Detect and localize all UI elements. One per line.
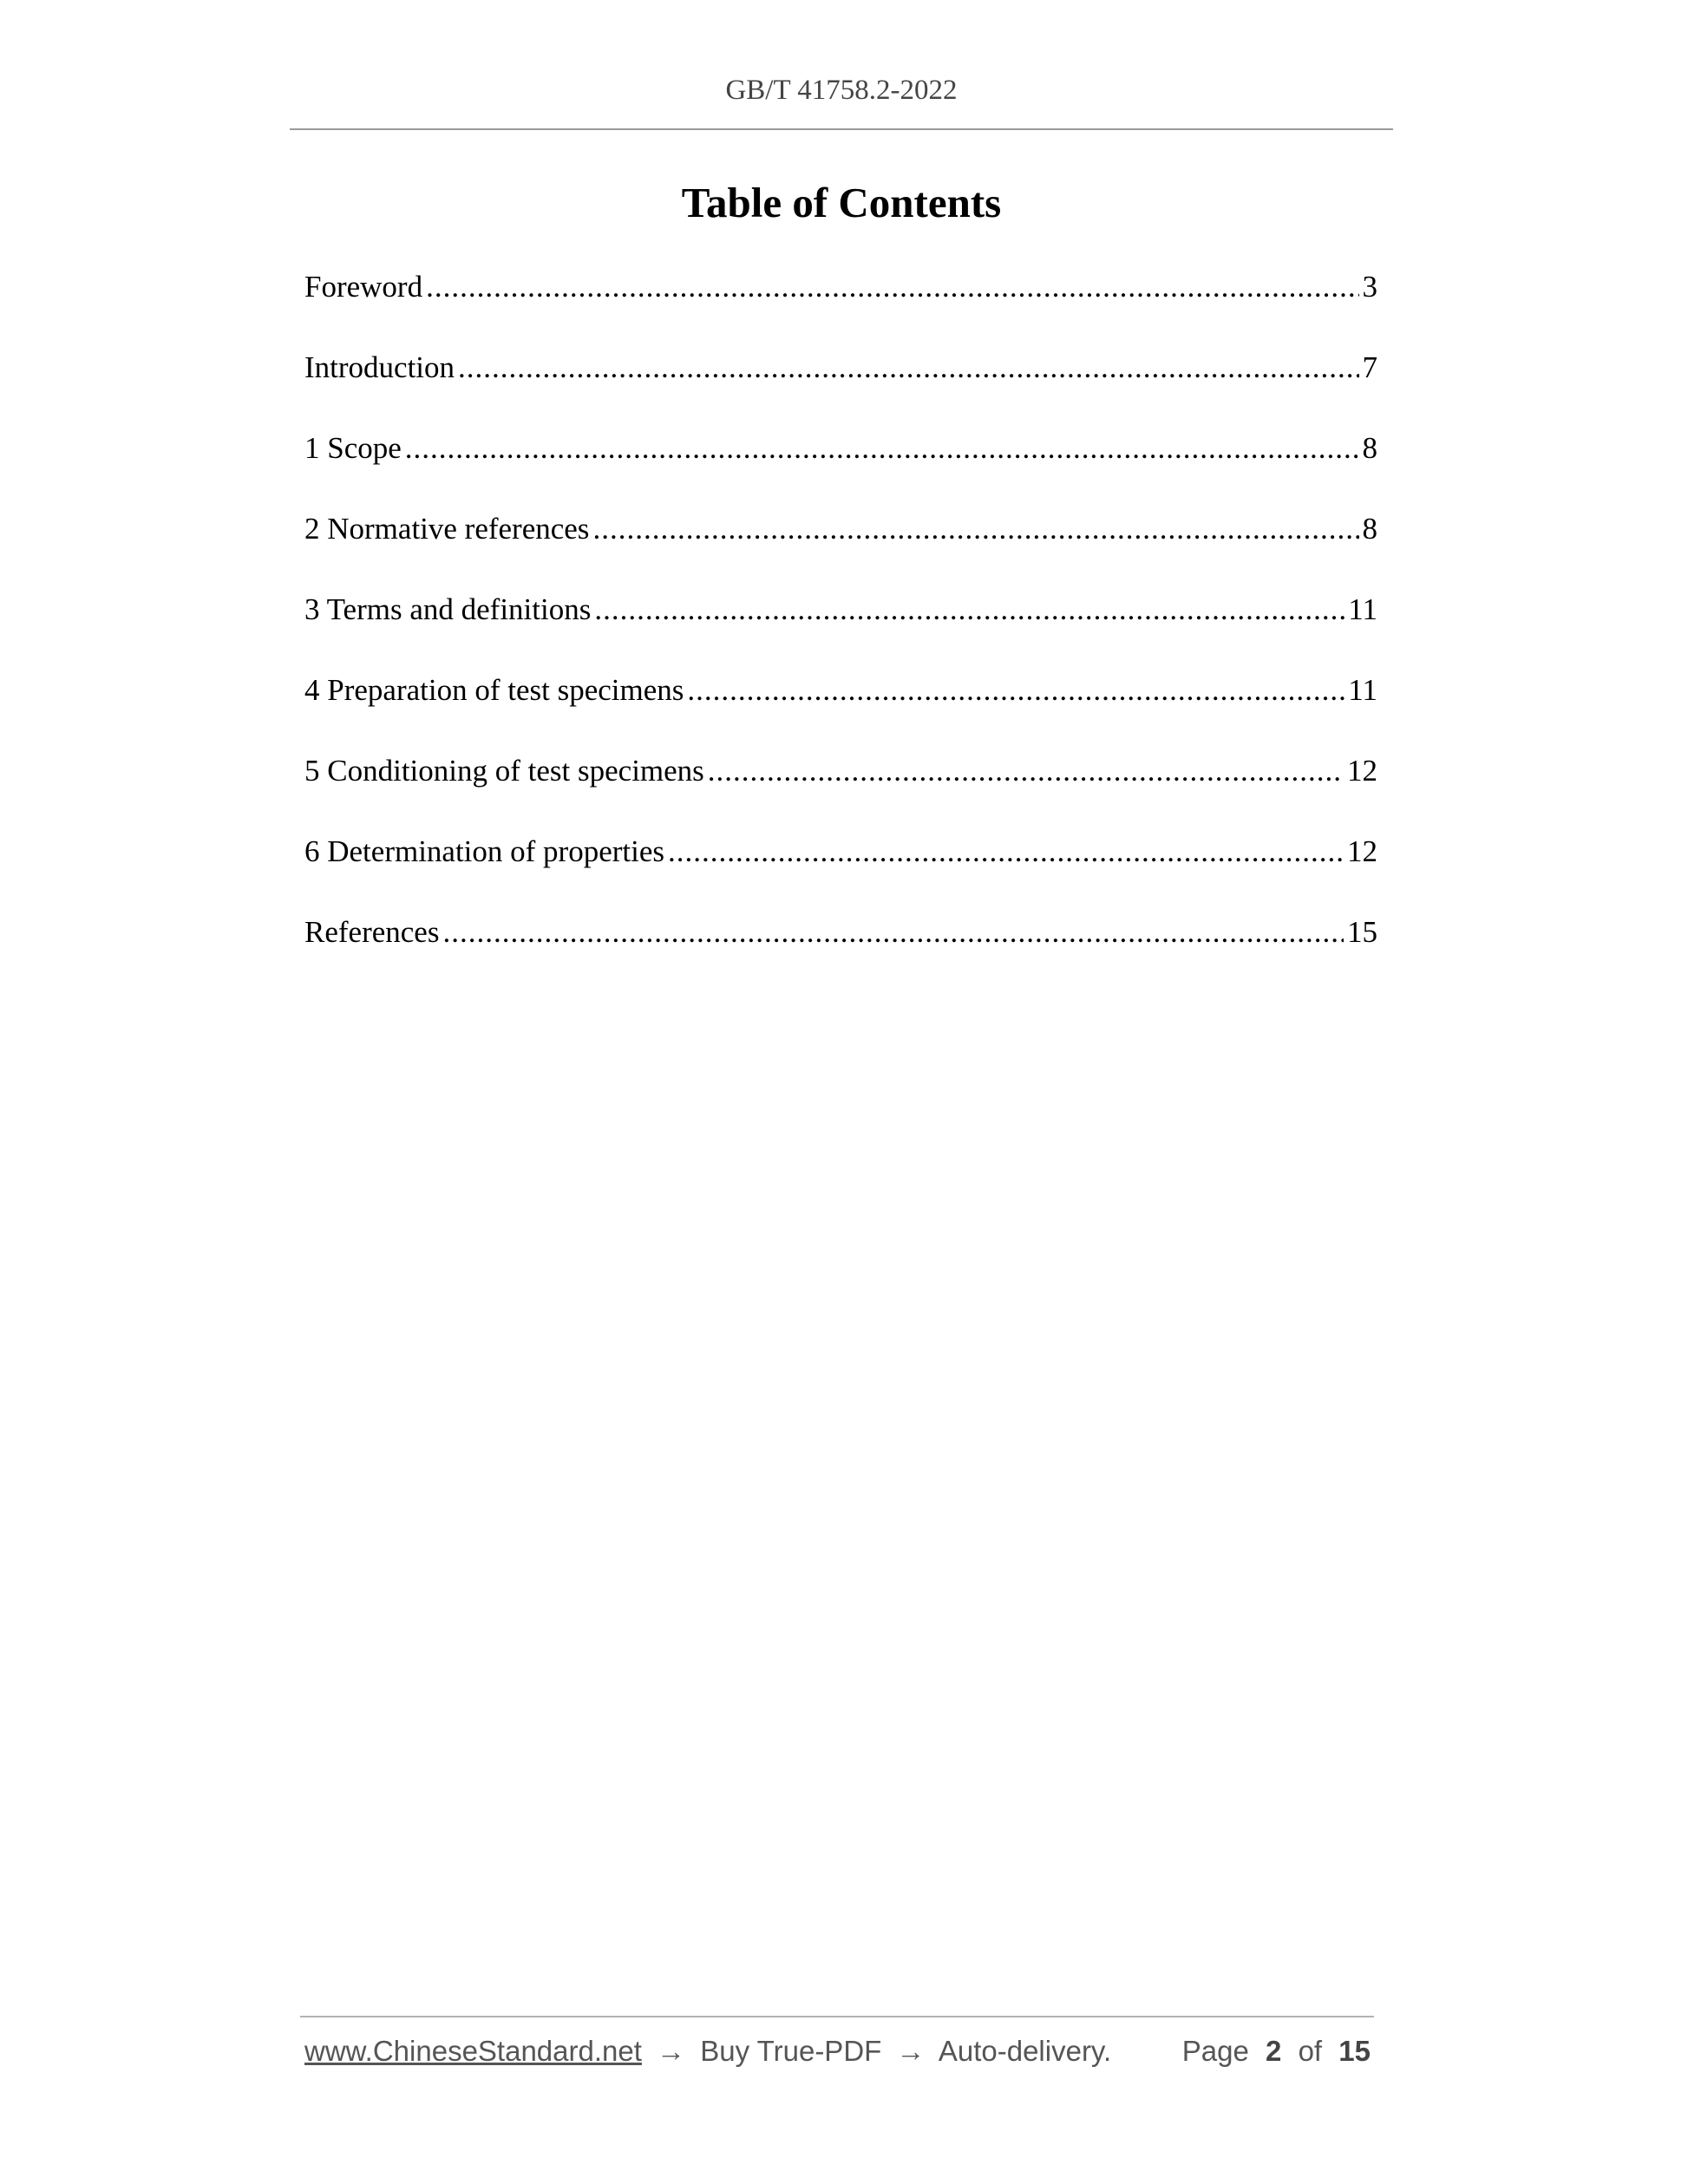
toc-entry-preparation[interactable]: [304, 664, 1377, 744]
toc-leader-dots: [594, 583, 1345, 637]
toc-entry-page: 11: [1348, 592, 1377, 626]
toc-entry-label: 3 Terms and definitions: [304, 592, 592, 626]
toc-entry-label: 2 Normative references: [304, 512, 590, 546]
toc-leader-dots: [458, 341, 1358, 395]
footer-promo: [304, 2035, 1111, 2068]
toc-entry-page: 3: [1362, 270, 1377, 304]
toc-leader-dots: [592, 502, 1358, 556]
toc-entry-label: References: [304, 915, 440, 949]
of-label: of: [1298, 2035, 1323, 2067]
page-footer: [304, 2035, 1371, 2068]
arrow-right-icon: →: [896, 2035, 926, 2067]
toc-title: Table of Contents: [681, 179, 1002, 226]
toc-leader-dots: [687, 664, 1345, 717]
footer-divider: [300, 2016, 1374, 2017]
toc-entry-page: 12: [1347, 754, 1377, 788]
toc-entry-foreword[interactable]: [304, 260, 1377, 341]
toc-entry-page: 8: [1362, 431, 1377, 465]
toc-entry-introduction[interactable]: [304, 341, 1377, 422]
page-indicator: [1182, 2035, 1371, 2068]
toc-entry-conditioning[interactable]: [304, 744, 1377, 825]
toc-entry-label: 6 Determination of properties: [304, 834, 665, 868]
toc-leader-dots: [668, 825, 1344, 879]
toc-entry-page: 15: [1347, 915, 1377, 949]
toc-entry-page: 11: [1348, 673, 1377, 707]
header-divider: [290, 128, 1393, 130]
toc-leader-dots: [405, 422, 1359, 475]
toc-entry-determination[interactable]: [304, 825, 1377, 906]
toc-entry-label: Foreword: [304, 270, 423, 304]
document-header-code: GB/T 41758.2-2022: [725, 75, 958, 106]
total-pages-number: 15: [1338, 2035, 1371, 2067]
toc-entry-normative-references[interactable]: [304, 502, 1377, 583]
toc-entry-scope[interactable]: [304, 422, 1377, 502]
toc-leader-dots: [442, 906, 1344, 959]
toc-entry-label: 5 Conditioning of test specimens: [304, 754, 704, 788]
toc-entry-page: 7: [1362, 350, 1377, 384]
toc-leader-dots: [426, 260, 1358, 314]
auto-delivery-text: Auto-delivery.: [938, 2035, 1112, 2067]
buy-pdf-text: Buy True-PDF: [700, 2035, 882, 2067]
toc-entry-page: 12: [1347, 834, 1377, 868]
toc-entry-references[interactable]: [304, 906, 1377, 986]
toc-entry-page: 8: [1362, 512, 1377, 546]
site-link[interactable]: www.ChineseStandard.net: [304, 2035, 642, 2067]
arrow-right-icon: →: [657, 2035, 686, 2067]
toc-entry-label: Introduction: [304, 350, 455, 384]
toc-entry-label: 1 Scope: [304, 431, 402, 465]
page-label: Page: [1181, 2035, 1249, 2067]
current-page-number: 2: [1266, 2035, 1282, 2067]
toc-list: [304, 260, 1377, 986]
toc-leader-dots: [708, 744, 1344, 798]
toc-entry-label: 4 Preparation of test specimens: [304, 673, 684, 707]
toc-entry-terms-definitions[interactable]: [304, 583, 1377, 664]
